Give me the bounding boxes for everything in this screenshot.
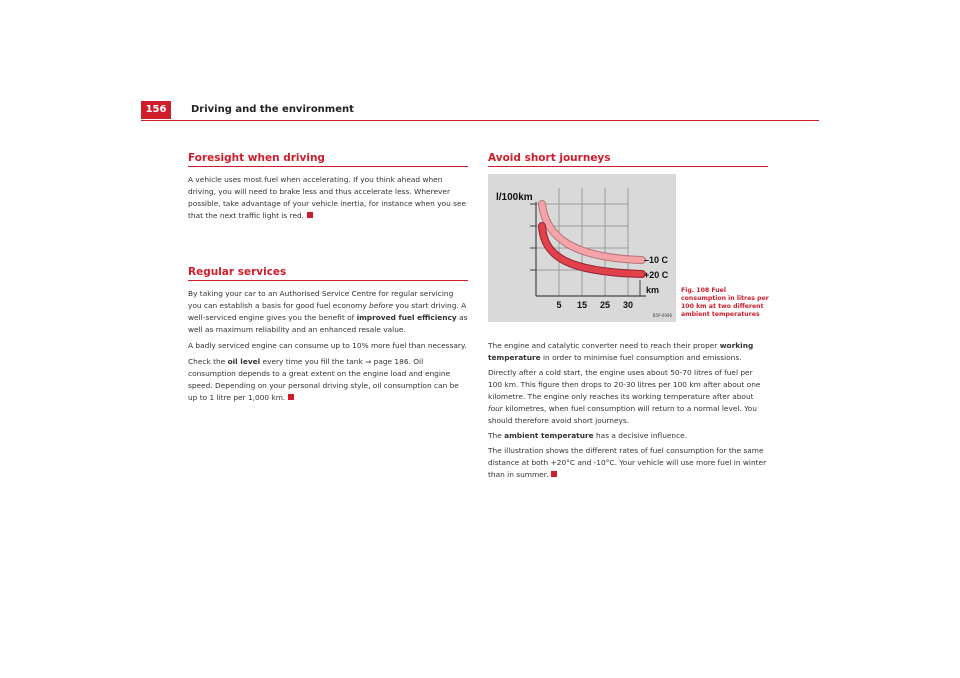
fuel-consumption-diagram [488,174,676,322]
x-tick-label: 15 [576,300,588,310]
fuel-consumption-figure [488,174,769,322]
x-tick-label: 5 [556,300,562,310]
foresight-paragraph: A vehicle uses most fuel when accelerating. If you think ahead when driving, you will need to brake less and thus accelerate less. Wherever possible, take advantage of your vehicle inertia, for instance when you see that the next traffic light is red. [188,175,467,220]
services-paragraph-3: Check the oil level every time you fill the tank ⇒ page 186. Oil consumption depends to a great extent on the engine load and engine speed. Depending on your personal driving style, oil consumption can be up to 1 litre per 1,000 km. [188,357,459,402]
page-number: 156 [141,101,171,119]
services-paragraph-2: A badly serviced engine can consume up to 10% more fuel than necessary. [188,341,467,350]
y-ticks [530,204,536,270]
figure-code: B5P-0096 [652,313,672,318]
right-column [488,152,768,484]
section-title-services: Regular services [188,266,468,281]
figure-caption: Fig. 108 Fuel consumption in litres per 100 km at two different ambient temperatures [681,287,769,318]
x-tick-label: 30 [622,300,634,310]
page-header [141,101,819,121]
short-journeys-body [488,340,768,481]
label-warm: +20 C [644,270,669,280]
label-cold: –10 C [644,255,669,265]
journeys-paragraph-4: The illustration shows the different rates of fuel consumption for the same distance at both +20°C and -10°C. Your vehicle will use more fuel in winter than in summer. [488,446,767,479]
journeys-paragraph-2: Directly after a cold start, the engine uses about 50-70 litres of fuel per 100 km. This figure then drops to 20-30 litres per 100 km after about one kilometre. The engine only reaches its working temperature after about four kilometres, when fuel consumption will return to a normal level. You should therefore avoid short journeys. [488,368,761,425]
left-column [188,152,468,408]
journeys-paragraph-3: The ambient temperature has a decisive influence. [488,431,688,440]
y-axis-label: l/100km [496,192,533,203]
section-title-short-journeys: Avoid short journeys [488,152,768,167]
end-of-section-marker [551,471,557,477]
section-title-foresight: Foresight when driving [188,152,468,167]
services-paragraph-1: By taking your car to an Authorised Service Centre for regular servicing you can establish a basis for good fuel economy before you start driving. A well-serviced engine gives you the benefit of improved fuel efficiency as well as maximum reliability and an enhanced resale value. [188,289,468,334]
end-of-section-marker [307,212,313,218]
x-tick-label: 25 [599,300,611,310]
running-title: Driving and the environment [191,104,354,115]
x-axis-label: km [646,285,660,295]
end-of-section-marker [288,394,294,400]
journeys-paragraph-1: The engine and catalytic converter need to reach their proper working temperature in order to minimise fuel consumption and emissions. [488,341,754,362]
